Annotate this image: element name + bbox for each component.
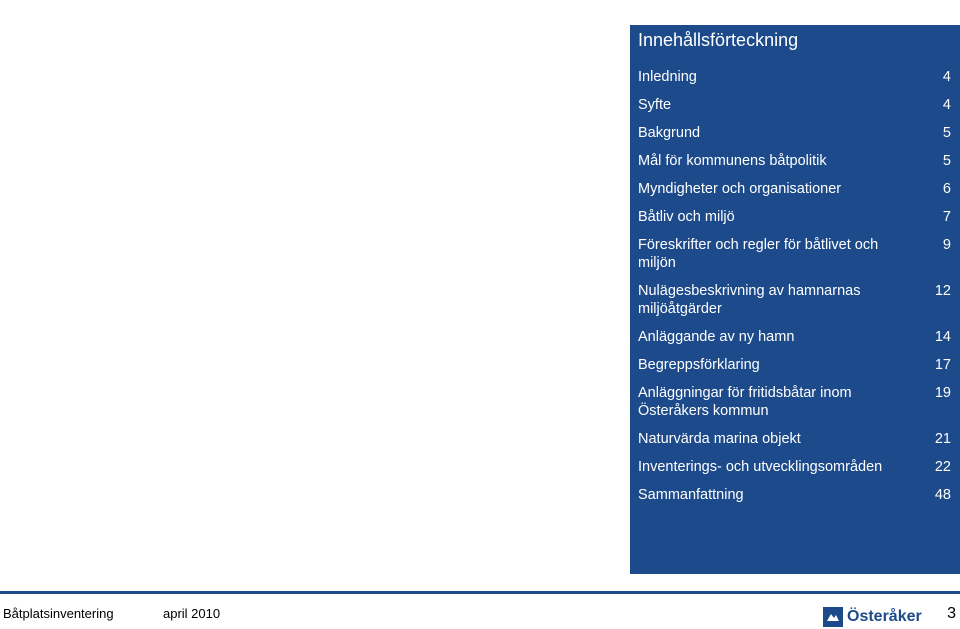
document-title: Båtplatsinventering bbox=[3, 606, 114, 621]
toc-entry[interactable] bbox=[638, 282, 951, 318]
toc-entry-page: 6 bbox=[942, 181, 951, 197]
toc-entry[interactable] bbox=[638, 68, 951, 86]
toc-entry-page: 5 bbox=[942, 125, 951, 141]
toc-entry[interactable] bbox=[638, 458, 951, 476]
toc-entry-page: 7 bbox=[942, 209, 951, 225]
toc-entry-label: Begreppsförklaring bbox=[638, 357, 760, 373]
toc-entry-label: Båtliv och miljö bbox=[638, 209, 735, 225]
page-number: 3 bbox=[947, 605, 956, 622]
toc-entry-page: 4 bbox=[942, 97, 951, 113]
toc-entry-label: Nulägesbeskrivning av hamnarnas miljöåtgärder bbox=[638, 283, 861, 317]
toc-entry-page: 17 bbox=[934, 357, 951, 373]
toc-entry[interactable] bbox=[638, 124, 951, 142]
toc-entry[interactable] bbox=[638, 486, 951, 504]
osteraker-logo bbox=[823, 606, 922, 628]
toc-entry[interactable] bbox=[638, 236, 951, 272]
toc-entry-label: Syfte bbox=[638, 97, 672, 113]
toc-entry[interactable] bbox=[638, 384, 951, 420]
toc-entry-page: 21 bbox=[934, 431, 951, 447]
toc-entry-label: Bakgrund bbox=[638, 125, 701, 141]
toc-entry-label: Föreskrifter och regler för båtlivet och miljön bbox=[638, 237, 879, 271]
toc-entry-page: 19 bbox=[934, 385, 951, 401]
toc-entry[interactable] bbox=[638, 356, 951, 374]
toc-entry-page: 22 bbox=[934, 459, 951, 475]
toc-entry-label: Anläggande av ny hamn bbox=[638, 329, 795, 345]
toc-entry-list bbox=[638, 68, 951, 514]
toc-entry-page: 14 bbox=[934, 329, 951, 345]
toc-entry-label: Inledning bbox=[638, 69, 697, 85]
toc-entry[interactable] bbox=[638, 328, 951, 346]
footer-divider bbox=[0, 591, 960, 594]
toc-title: Innehållsförteckning bbox=[638, 30, 799, 50]
toc-entry-label: Anläggningar för fritidsbåtar inom Österåkers kommun bbox=[638, 385, 852, 419]
toc-entry[interactable] bbox=[638, 152, 951, 170]
toc-entry[interactable] bbox=[638, 208, 951, 226]
toc-entry-page: 48 bbox=[934, 487, 951, 503]
table-of-contents bbox=[630, 25, 960, 574]
shield-icon bbox=[823, 607, 843, 627]
toc-entry[interactable] bbox=[638, 96, 951, 114]
document-date: april 2010 bbox=[163, 606, 221, 621]
toc-entry[interactable] bbox=[638, 180, 951, 198]
toc-entry-label: Sammanfattning bbox=[638, 487, 744, 503]
toc-entry-label: Naturvärda marina objekt bbox=[638, 431, 801, 447]
toc-entry-page: 9 bbox=[942, 237, 951, 253]
toc-entry-label: Myndigheter och organisationer bbox=[638, 181, 842, 197]
toc-entry-page: 12 bbox=[934, 283, 951, 299]
toc-entry[interactable] bbox=[638, 430, 951, 448]
toc-entry-label: Inventerings- och utvecklingsområden bbox=[638, 459, 883, 475]
toc-entry-page: 5 bbox=[942, 153, 951, 169]
logo-text: Österåker bbox=[847, 608, 922, 625]
toc-entry-page: 4 bbox=[942, 69, 951, 85]
toc-entry-label: Mål för kommunens båtpolitik bbox=[638, 153, 827, 169]
